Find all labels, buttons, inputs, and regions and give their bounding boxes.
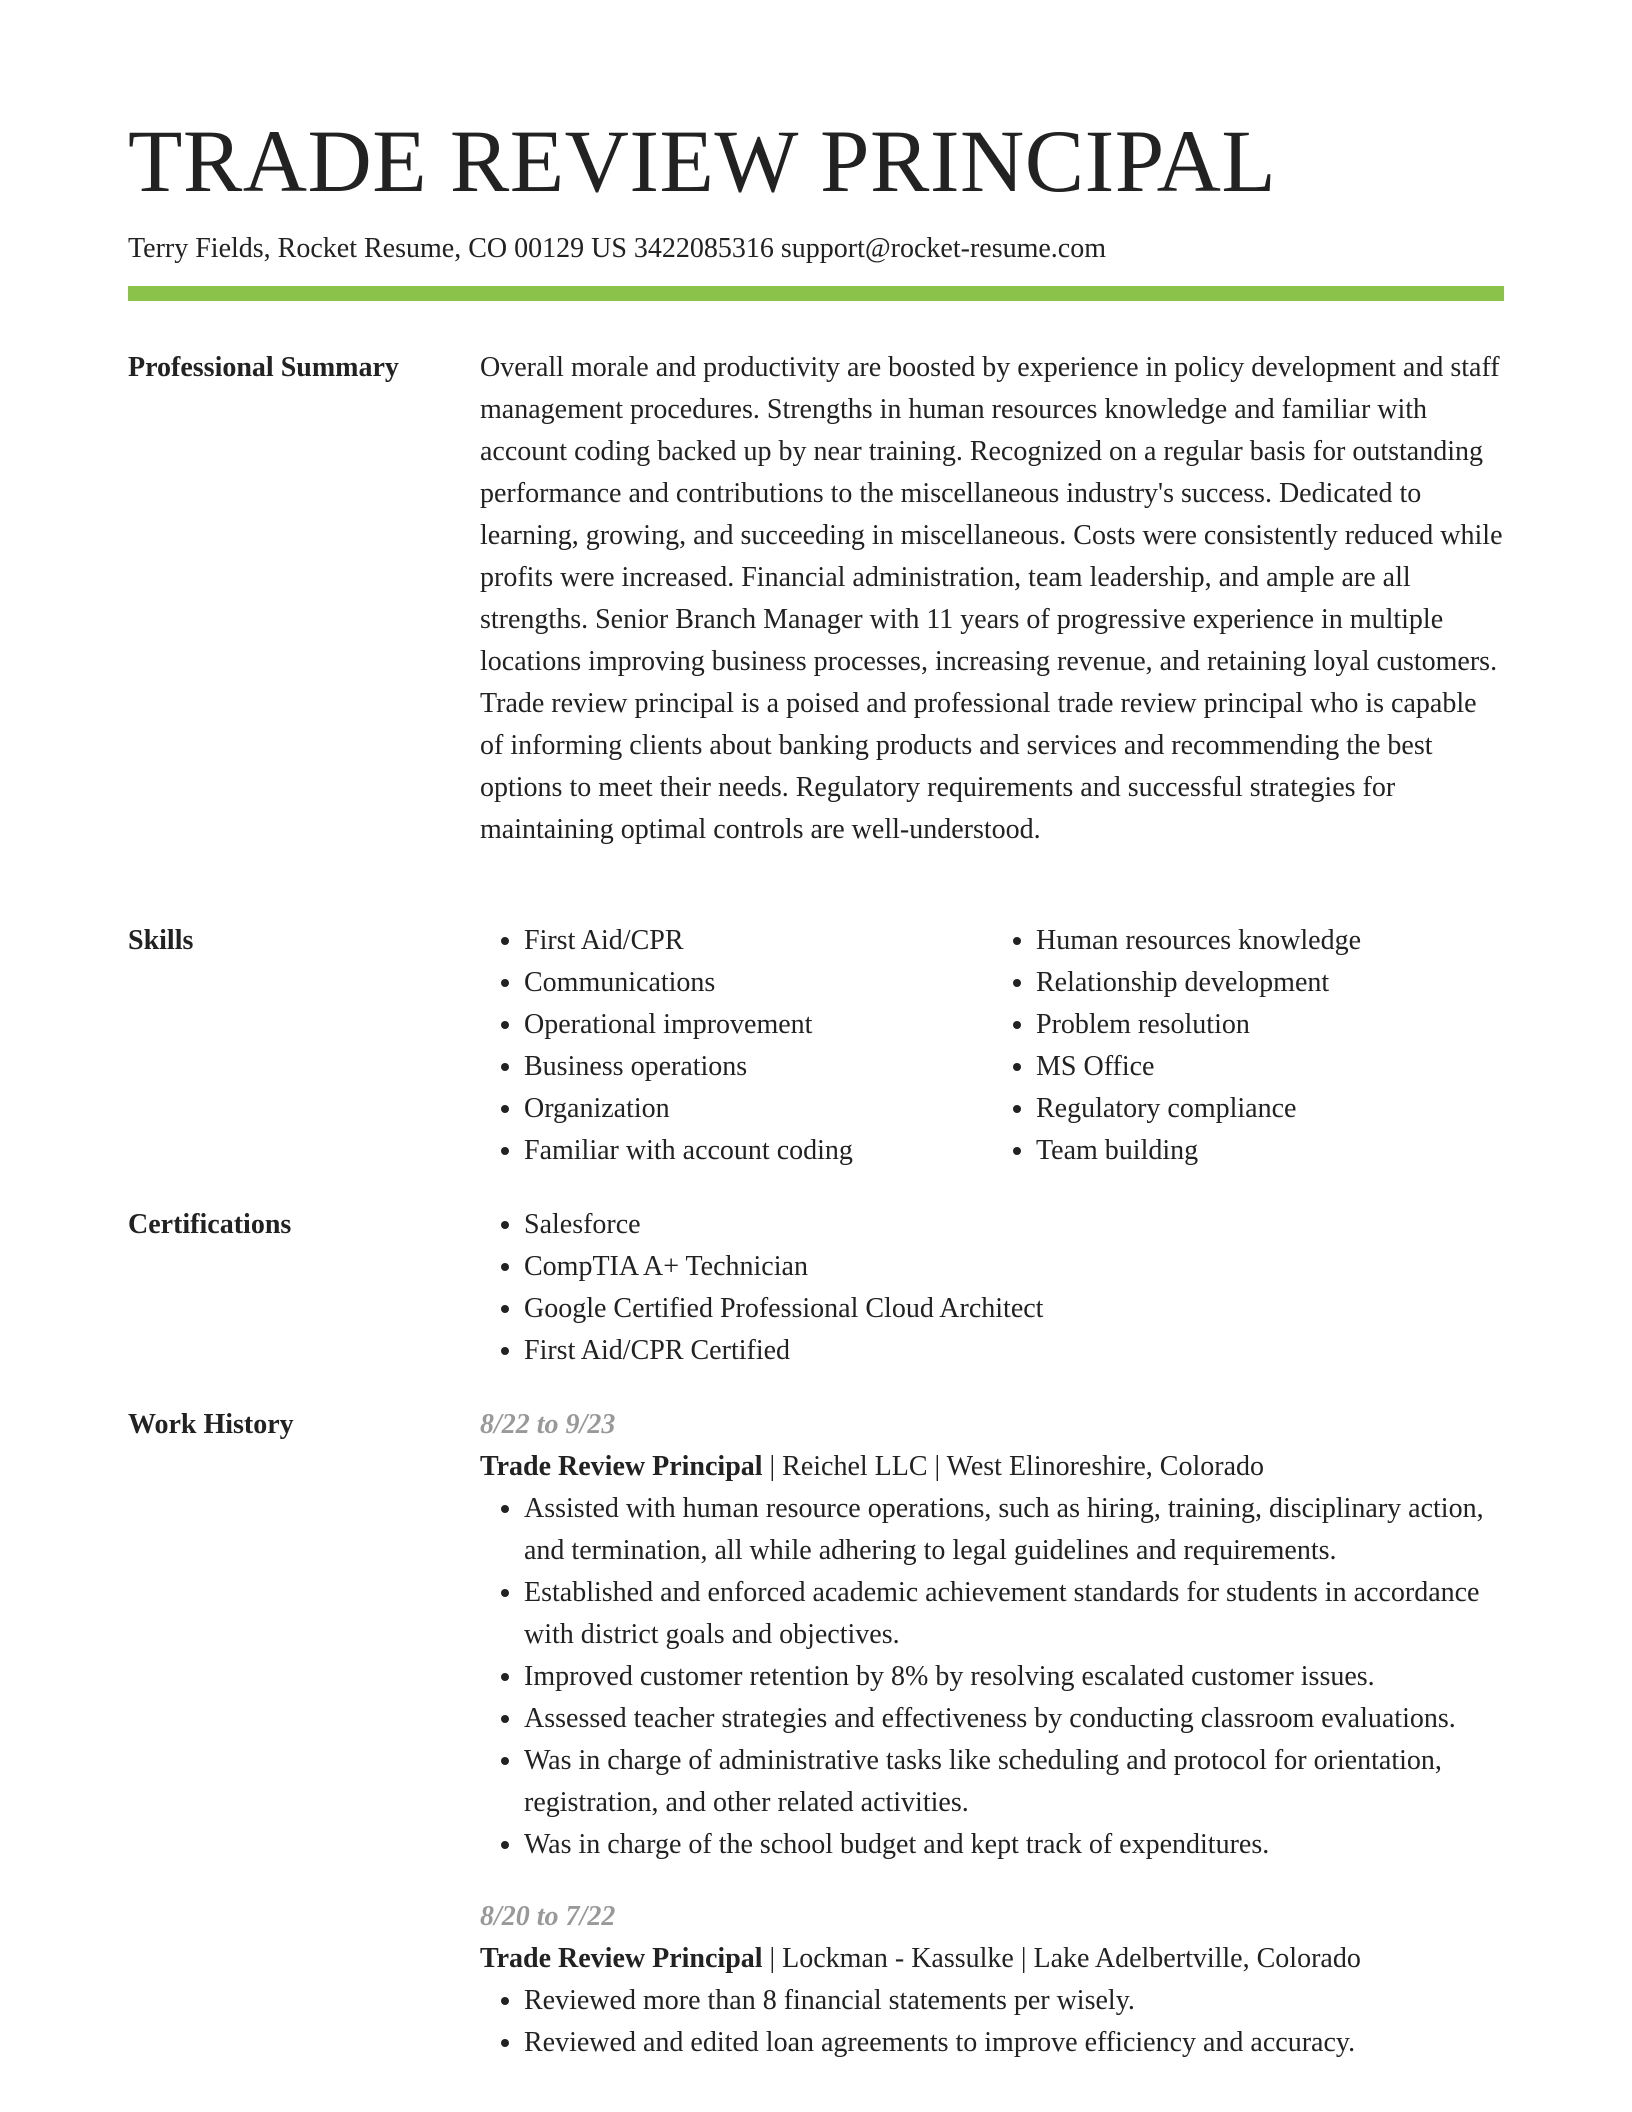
job-dates: 8/22 to 9/23	[480, 1409, 616, 1440]
job-bullet: • Reviewed and edited loan agreements to improve efficiency and accuracy.	[524, 2022, 1504, 2064]
job-title: Trade Review Principal	[480, 1451, 763, 1482]
job-heading-line	[480, 1446, 1504, 1488]
job-heading-line	[480, 1938, 1504, 1980]
job-bullet: • Was in charge of administrative tasks like scheduling and protocol for orientation, registration, and other related activities.	[524, 1740, 1504, 1824]
job-bullet: • Reviewed more than 8 financial statements per wisely.	[524, 1980, 1504, 2022]
job-bullet: • Established and enforced academic achievement standards for students in accordance with district goals and objectives.	[524, 1572, 1504, 1656]
skills-list-right	[992, 920, 1504, 1172]
skill-item: • MS Office	[1036, 1046, 1504, 1088]
skills-list-left	[480, 920, 992, 1172]
skill-item: • Regulatory compliance	[1036, 1088, 1504, 1130]
skills-heading: Skills	[128, 925, 194, 956]
job-dates: 8/20 to 7/22	[480, 1901, 616, 1932]
skill-item: • Business operations	[524, 1046, 992, 1088]
certification-item: • First Aid/CPR Certified	[524, 1330, 1504, 1372]
summary-body	[480, 347, 1504, 851]
contact-line: Terry Fields, Rocket Resume, CO 00129 US 3422085316 support@rocket-resume.com	[128, 233, 1107, 264]
certifications-body	[480, 1204, 1504, 1372]
skill-item: • Team building	[1036, 1130, 1504, 1172]
certification-item: • CompTIA A+ Technician	[524, 1246, 1504, 1288]
job-entry	[480, 1404, 1504, 1866]
skill-item: • Organization	[524, 1088, 992, 1130]
skill-item: • Problem resolution	[1036, 1004, 1504, 1046]
skill-item: • Communications	[524, 962, 992, 1004]
work-history-heading: Work History	[128, 1409, 294, 1440]
skill-item: • First Aid/CPR	[524, 920, 992, 962]
skills-columns	[480, 920, 1504, 1172]
summary-heading: Professional Summary	[128, 352, 399, 383]
job-bullets	[480, 1980, 1504, 2064]
certification-item: • Salesforce	[524, 1204, 1504, 1246]
job-bullet: • Assessed teacher strategies and effectiveness by conducting classroom evaluations.	[524, 1698, 1504, 1740]
job-title: Trade Review Principal	[480, 1943, 763, 1974]
job-details: | Lockman - Kassulke | Lake Adelbertville, Colorado	[762, 1943, 1361, 1974]
skill-item: • Human resources knowledge	[1036, 920, 1504, 962]
job-bullet: • Assisted with human resource operations, such as hiring, training, disciplinary action, and termination, all while adhering to legal guidelines and requirements.	[524, 1488, 1504, 1572]
certifications-list	[480, 1204, 1504, 1372]
job-bullet: • Improved customer retention by 8% by resolving escalated customer issues.	[524, 1656, 1504, 1698]
work-history-body	[480, 1404, 1504, 2064]
skill-item: • Operational improvement	[524, 1004, 992, 1046]
skills-body	[480, 920, 1504, 1172]
job-bullet: • Was in charge of the school budget and kept track of expenditures.	[524, 1824, 1504, 1866]
certifications-heading: Certifications	[128, 1209, 292, 1240]
skill-item: • Familiar with account coding	[524, 1130, 992, 1172]
job-bullets	[480, 1488, 1504, 1866]
accent-divider	[128, 286, 1504, 301]
certification-item: • Google Certified Professional Cloud Architect	[524, 1288, 1504, 1330]
summary-text: Overall morale and productivity are boosted by experience in policy development and staff management procedures. Strengths in human resources knowledge and familiar with account coding backed up by near training. Recognized on a regular basis for outstanding performance and contributions to the miscellaneous industry's success. Dedicated to learning, growing, and succeeding in miscellaneous. Costs were consistently reduced while profits were increased. Financial administration, team leadership, and ample are all strengths. Senior Branch Manager with 11 years of progressive experience in multiple locations improving business processes, increasing revenue, and retaining loyal customers. Trade review principal is a poised and professional trade review principal who is capable of informing clients about banking products and services and recommending the best options to meet their needs. Regulatory requirements and successful strategies for maintaining optimal controls are well-understood.	[480, 352, 1503, 845]
resume-title: TRADE REVIEW PRINCIPAL	[128, 113, 1277, 211]
job-entry	[480, 1896, 1504, 2064]
job-details: | Reichel LLC | West Elinoreshire, Colorado	[762, 1451, 1264, 1482]
skill-item: • Relationship development	[1036, 962, 1504, 1004]
